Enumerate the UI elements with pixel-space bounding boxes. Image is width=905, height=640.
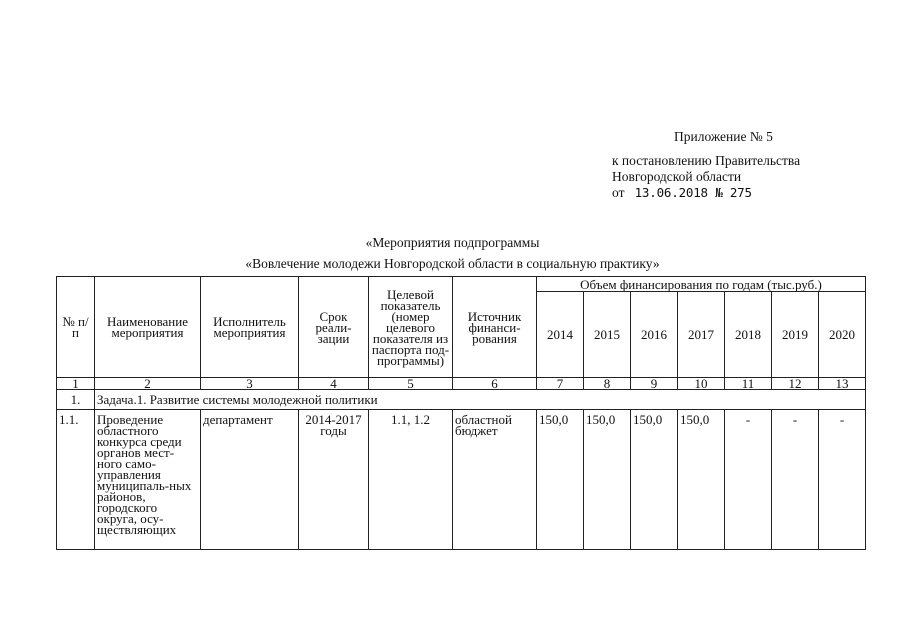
row-value: 150,0 [678,410,725,550]
row-value: 150,0 [631,410,678,550]
column-number: 13 [819,378,866,390]
table-header-row [57,277,866,292]
year-cell: 2014 [537,292,584,378]
column-number: 5 [369,378,453,390]
header-term: Срок реали-зации [299,277,369,378]
year-cell: 2020 [819,292,866,378]
document-title-line-1: «Мероприятия подпрограммы [365,235,540,250]
row-source: областной бюджет [453,410,537,550]
row-term: 2014-2017 годы [299,410,369,550]
resolution-line-1: к постановлению Правительства [612,153,801,168]
header-funding: Объем финансирования по годам (тыс.руб.) [537,277,866,292]
year-cell: 2017 [678,292,725,378]
column-number: 10 [678,378,725,390]
resolution-date [612,185,800,201]
resolution-line-2: Новгородской области [612,169,742,184]
appendix-number: Приложение № 5 [674,129,773,144]
task-row [57,390,866,410]
column-number: 11 [725,378,772,390]
header-executor: Исполнитель мероприятия [201,277,299,378]
column-number: 8 [584,378,631,390]
column-number: 4 [299,378,369,390]
activities-table [56,276,866,550]
header-name: Наименование мероприятия [95,277,201,378]
year-cell: 2015 [584,292,631,378]
year-cell: 2019 [772,292,819,378]
column-number: 1 [57,378,95,390]
year-cell: 2018 [725,292,772,378]
row-value: 150,0 [537,410,584,550]
row-value: - [772,410,819,550]
header-num: № п/п [57,277,95,378]
column-number: 9 [631,378,678,390]
resolution-reference [612,153,800,201]
date-number: 13.06.2018 № 275 [634,185,752,200]
year-cell: 2016 [631,292,678,378]
column-number: 12 [772,378,819,390]
header-source: Источник финанси-рования [453,277,537,378]
document-title-line-2: «Вовлечение молодежи Новгородской области в социальную практику» [245,256,660,271]
row-value: - [819,410,866,550]
table-row [57,410,866,550]
row-target: 1.1, 1.2 [369,410,453,550]
column-number-row [57,378,866,390]
row-executor: департамент [201,410,299,550]
row-value: - [725,410,772,550]
column-number: 3 [201,378,299,390]
date-prefix: от [612,185,625,200]
row-value: 150,0 [584,410,631,550]
column-number: 7 [537,378,584,390]
task-num: 1. [57,390,95,410]
column-number: 2 [95,378,201,390]
task-text: Задача.1. Развитие системы молодежной политики [95,390,866,410]
row-num: 1.1. [57,410,95,550]
row-name: Проведение областного конкурса среди органов мест-ного само-управления муниципаль-ных районов, городского округа, осу-ществляющих [95,410,201,550]
column-number: 6 [453,378,537,390]
header-target: Целевой показатель (номер целевого показателя из паспорта под-программы) [369,277,453,378]
